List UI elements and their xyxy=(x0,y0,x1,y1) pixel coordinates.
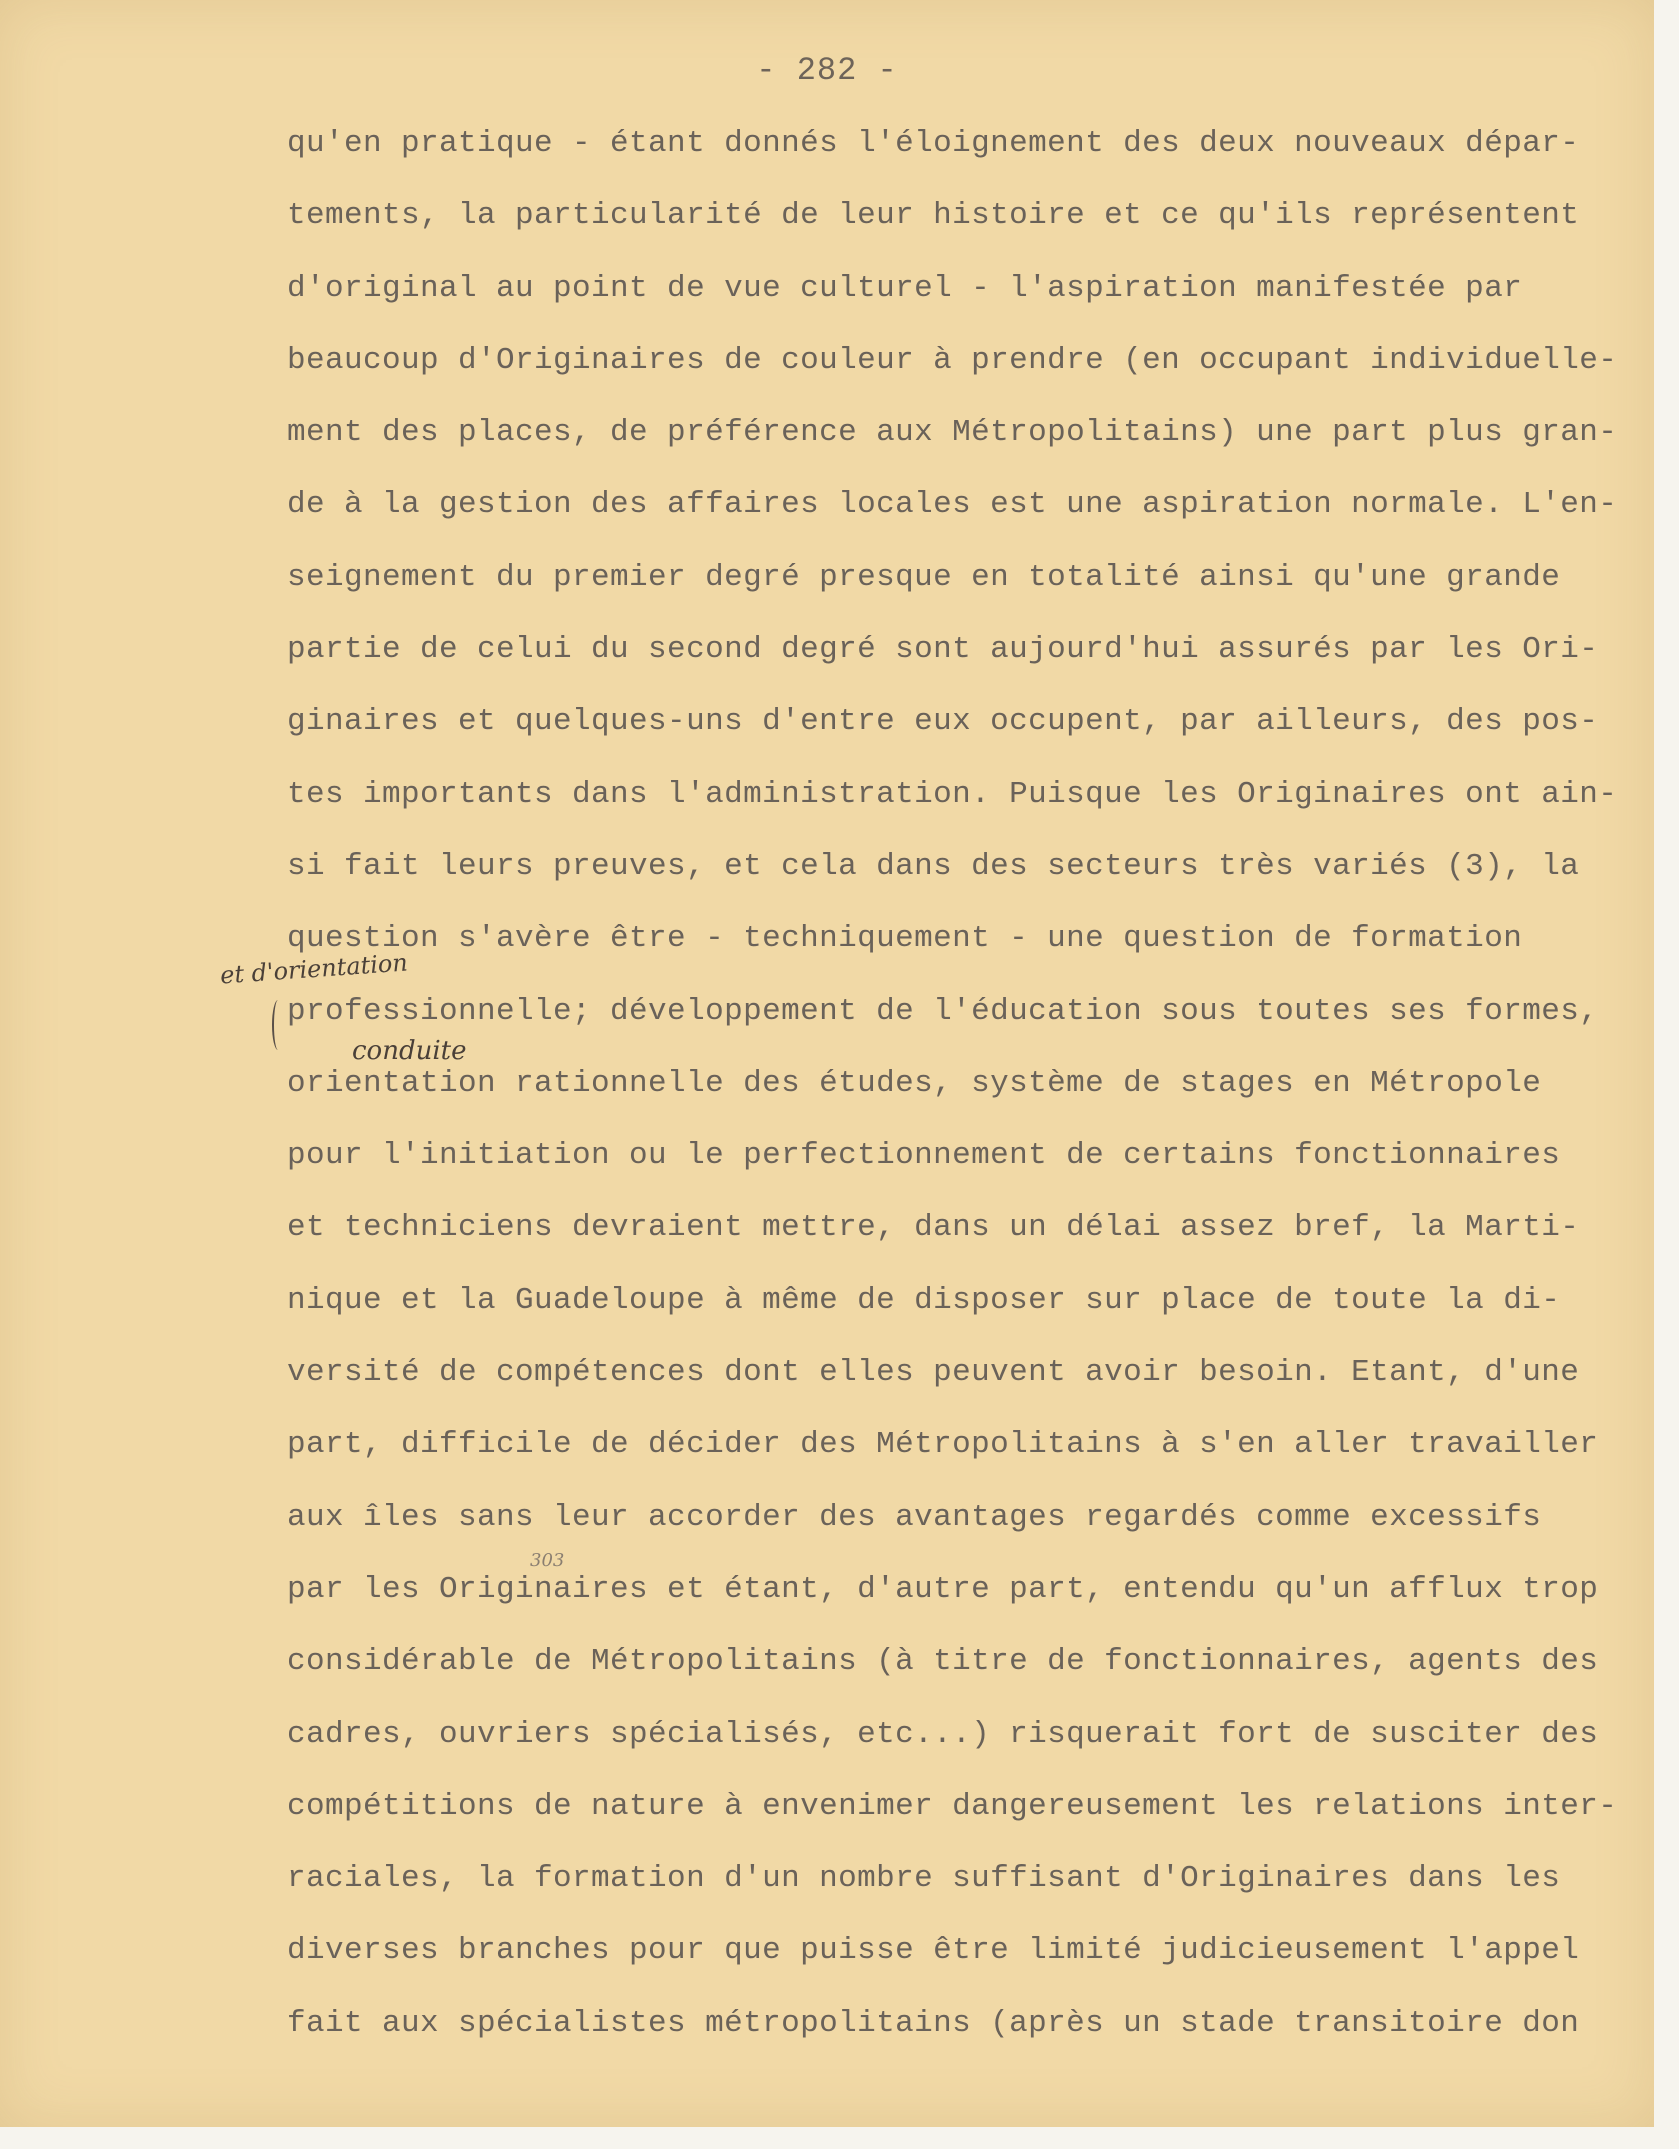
body-text xyxy=(287,118,1657,2070)
handwritten-number: 303 xyxy=(530,1550,565,1571)
text-line: d'original au point de vue culturel - l'aspiration manifestée par xyxy=(287,270,1523,306)
text-line: compétitions de nature à envenimer dangereusement les relations inter- xyxy=(287,1788,1618,1824)
text-line: de à la gestion des affaires locales est une aspiration normale. L'en- xyxy=(287,487,1618,523)
text-line: question s'avère être - techniquement - une question de formation xyxy=(287,921,1523,957)
page-number: - 282 - xyxy=(756,52,898,89)
text-line: seignement du premier degré presque en totalité ainsi qu'une grande xyxy=(287,559,1561,595)
text-line: orientation rationnelle des études, système de stages en Métropole xyxy=(287,1065,1542,1101)
text-line: fait aux spécialistes métropolitains (après un stade transitoire don xyxy=(287,2005,1580,2041)
text-line: tements, la particularité de leur histoire et ce qu'ils représentent xyxy=(287,198,1580,234)
text-line: qu'en pratique - étant donnés l'éloignement des deux nouveaux dépar- xyxy=(287,126,1580,161)
text-line: si fait leurs preuves, et cela dans des secteurs très variés (3), la xyxy=(287,848,1580,884)
text-line: raciales, la formation d'un nombre suffisant d'Originaires dans les xyxy=(287,1861,1561,1897)
text-line: partie de celui du second degré sont aujourd'hui assurés par les Ori- xyxy=(287,632,1599,668)
text-line: ginaires et quelques-uns d'entre eux occupent, par ailleurs, des pos- xyxy=(287,704,1599,740)
text-line: diverses branches pour que puisse être limité judicieusement l'appel xyxy=(287,1933,1580,1969)
text-line: pour l'initiation ou le perfectionnement de certains fonctionnaires xyxy=(287,1138,1561,1174)
text-line: ment des places, de préférence aux Métropolitains) une part plus gran- xyxy=(287,415,1618,451)
text-line: et techniciens devraient mettre, dans un délai assez bref, la Marti- xyxy=(287,1210,1580,1246)
text-line: beaucoup d'Originaires de couleur à prendre (en occupant individuelle- xyxy=(287,342,1618,378)
text-line: tes importants dans l'administration. Puisque les Originaires ont ain- xyxy=(287,776,1618,812)
text-line: considérable de Métropolitains (à titre de fonctionnaires, agents des xyxy=(287,1644,1599,1680)
text-line: professionnelle; développement de l'éducation sous toutes ses formes, xyxy=(287,993,1599,1029)
handwritten-bracket xyxy=(272,1000,284,1050)
handwritten-margin-note: et d'orientation xyxy=(219,948,409,990)
text-line: par les Originaires et étant, d'autre part, entendu qu'un afflux trop xyxy=(287,1571,1599,1607)
text-line: cadres, ouvriers spécialisés, etc...) risquerait fort de susciter des xyxy=(287,1716,1599,1752)
text-line: nique et la Guadeloupe à même de disposer sur place de toute la di- xyxy=(287,1282,1561,1318)
handwritten-correction: conduite xyxy=(352,1036,467,1066)
text-line: versité de compétences dont elles peuvent avoir besoin. Etant, d'une xyxy=(287,1355,1580,1391)
text-line: aux îles sans leur accorder des avantages regardés comme excessifs xyxy=(287,1499,1542,1535)
text-line: part, difficile de décider des Métropolitains à s'en aller travailler xyxy=(287,1427,1599,1463)
